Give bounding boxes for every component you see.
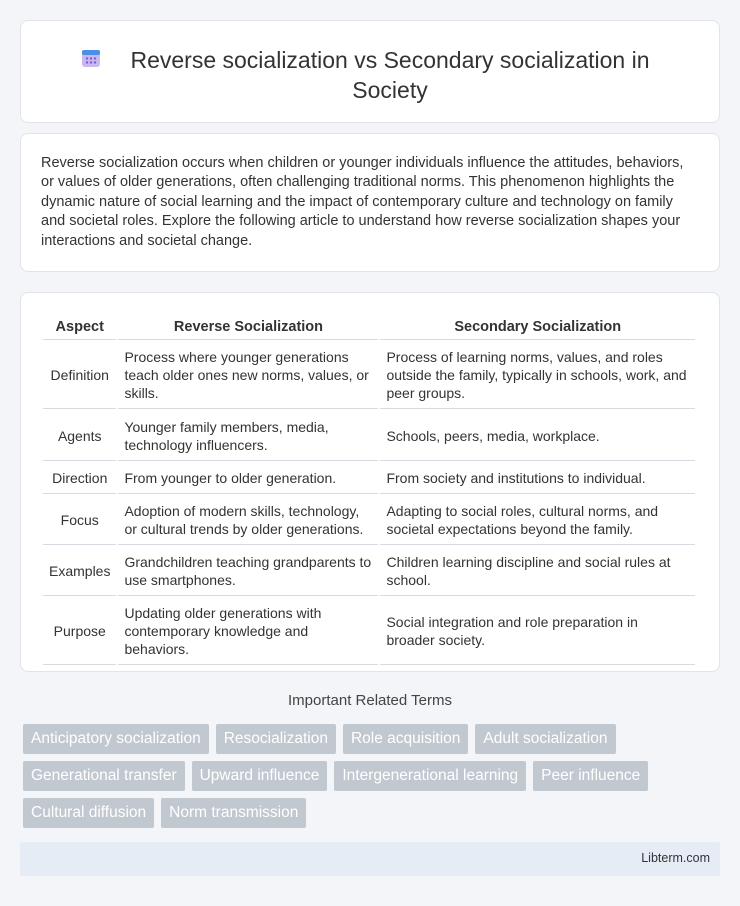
related-term-tag[interactable]: Peer influence xyxy=(533,761,648,791)
related-term-tag[interactable]: Resocialization xyxy=(216,724,336,754)
table-header-row xyxy=(43,315,695,340)
cell-aspect: Examples xyxy=(43,547,116,596)
table-row xyxy=(43,411,695,461)
cell-secondary: Children learning discipline and social rules at school. xyxy=(380,547,695,596)
comparison-card xyxy=(20,292,720,672)
cell-secondary: From society and institutions to individual. xyxy=(380,463,695,494)
footer-bar xyxy=(20,842,720,876)
cell-secondary: Social integration and role preparation in broader society. xyxy=(380,598,695,665)
related-term-tag[interactable]: Upward influence xyxy=(192,761,328,791)
cell-reverse: Grandchildren teaching grandparents to use smartphones. xyxy=(118,547,378,596)
related-terms-heading: Important Related Terms xyxy=(288,692,452,709)
comparison-table xyxy=(41,313,697,667)
table-row xyxy=(43,547,695,596)
cell-reverse: Adoption of modern skills, technology, or cultural trends by older generations. xyxy=(118,496,378,545)
table-row xyxy=(43,598,695,665)
cell-aspect: Agents xyxy=(43,411,116,461)
related-terms-list xyxy=(23,724,683,828)
footer-site-link[interactable]: Libterm.com xyxy=(641,851,710,865)
title-card xyxy=(20,20,720,123)
cell-reverse: Younger family members, media, technology influencers. xyxy=(118,411,378,461)
related-term-tag[interactable]: Generational transfer xyxy=(23,761,185,791)
intro-paragraph: Reverse socialization occurs when children or younger individuals influence the attitudes, behaviors, or values of older generations, often challenging traditional norms. This phenomenon highlights the dynamic nature of social learning and the impact of contemporary culture and technology on family and societal roles. Explore the following article to understand how reverse socialization shapes your interactions and societal change. xyxy=(41,155,684,249)
table-row xyxy=(43,463,695,494)
related-term-tag[interactable]: Intergenerational learning xyxy=(334,761,526,791)
header-reverse: Reverse Socialization xyxy=(118,315,378,340)
intro-card xyxy=(20,133,720,272)
table-row xyxy=(43,342,695,409)
related-term-tag[interactable]: Adult socialization xyxy=(475,724,615,754)
cell-secondary: Schools, peers, media, workplace. xyxy=(380,411,695,461)
cell-reverse: Updating older generations with contemporary knowledge and behaviors. xyxy=(118,598,378,665)
related-term-tag[interactable]: Norm transmission xyxy=(161,798,306,828)
cell-secondary: Adapting to social roles, cultural norms, and societal expectations beyond the family. xyxy=(380,496,695,545)
table-row xyxy=(43,496,695,545)
related-term-tag[interactable]: Anticipatory socialization xyxy=(23,724,209,754)
related-term-tag[interactable]: Role acquisition xyxy=(343,724,468,754)
page-title: Reverse socialization vs Secondary socialization in Society xyxy=(130,47,650,103)
header-secondary: Secondary Socialization xyxy=(380,315,695,340)
cell-aspect: Direction xyxy=(43,463,116,494)
cell-secondary: Process of learning norms, values, and roles outside the family, typically in schools, work, and peer groups. xyxy=(380,342,695,409)
cell-reverse: Process where younger generations teach older ones new norms, values, or skills. xyxy=(118,342,378,409)
cell-aspect: Definition xyxy=(43,342,116,409)
header-aspect: Aspect xyxy=(43,315,116,340)
cell-aspect: Focus xyxy=(43,496,116,545)
cell-aspect: Purpose xyxy=(43,598,116,665)
cell-reverse: From younger to older generation. xyxy=(118,463,378,494)
related-term-tag[interactable]: Cultural diffusion xyxy=(23,798,154,828)
